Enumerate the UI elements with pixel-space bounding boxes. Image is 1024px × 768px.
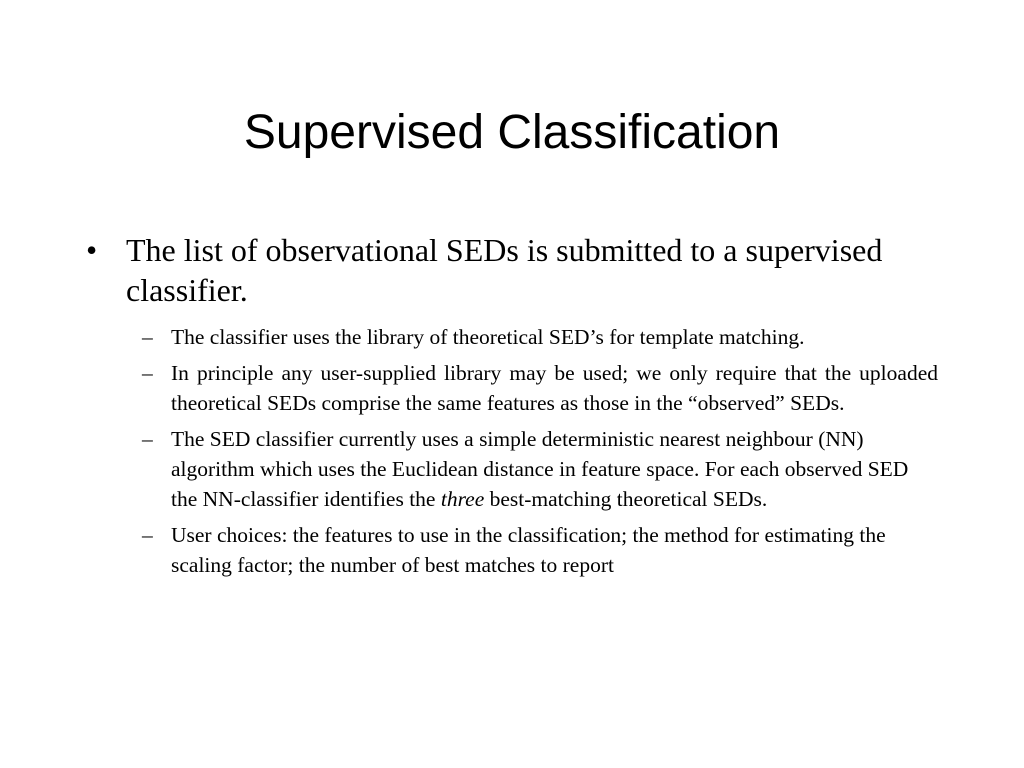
emphasis-text: three <box>440 487 485 511</box>
main-bullet-text: The list of observational SEDs is submitted to a supervised classifier. <box>126 232 883 308</box>
slide-body <box>86 230 938 586</box>
main-bullet-item <box>86 230 938 310</box>
sub-item-text-part: best-matching theoretical SEDs. <box>484 487 768 511</box>
sub-item <box>142 322 938 352</box>
dash-icon: – <box>142 427 153 451</box>
sub-item <box>142 424 938 514</box>
sub-item <box>142 520 938 580</box>
sub-item-text: In principle any user-supplied library may be used; we only require that the uploaded theoretical SEDs comprise the same features as those in the “observed” SEDs. <box>171 361 938 415</box>
dash-icon: – <box>142 361 153 385</box>
bullet-icon: • <box>86 232 98 268</box>
sub-item-text: User choices: the features to use in the classification; the method for estimating the scaling factor; the number of best matches to report <box>171 523 886 577</box>
sub-bullet-list <box>142 322 938 580</box>
sub-item-text-part: The SED classifier currently uses a simple deterministic nearest neighbour (NN) algorithm which uses the Euclidean distance in feature space. For each observed SED the NN-classifier identifies the <box>171 427 909 511</box>
dash-icon: – <box>142 523 153 547</box>
dash-icon: – <box>142 325 153 349</box>
slide-title: Supervised Classification <box>243 106 781 159</box>
sub-item <box>142 358 938 418</box>
sub-item-text <box>171 427 908 511</box>
sub-item-text: The classifier uses the library of theoretical SED’s for template matching. <box>171 325 805 349</box>
